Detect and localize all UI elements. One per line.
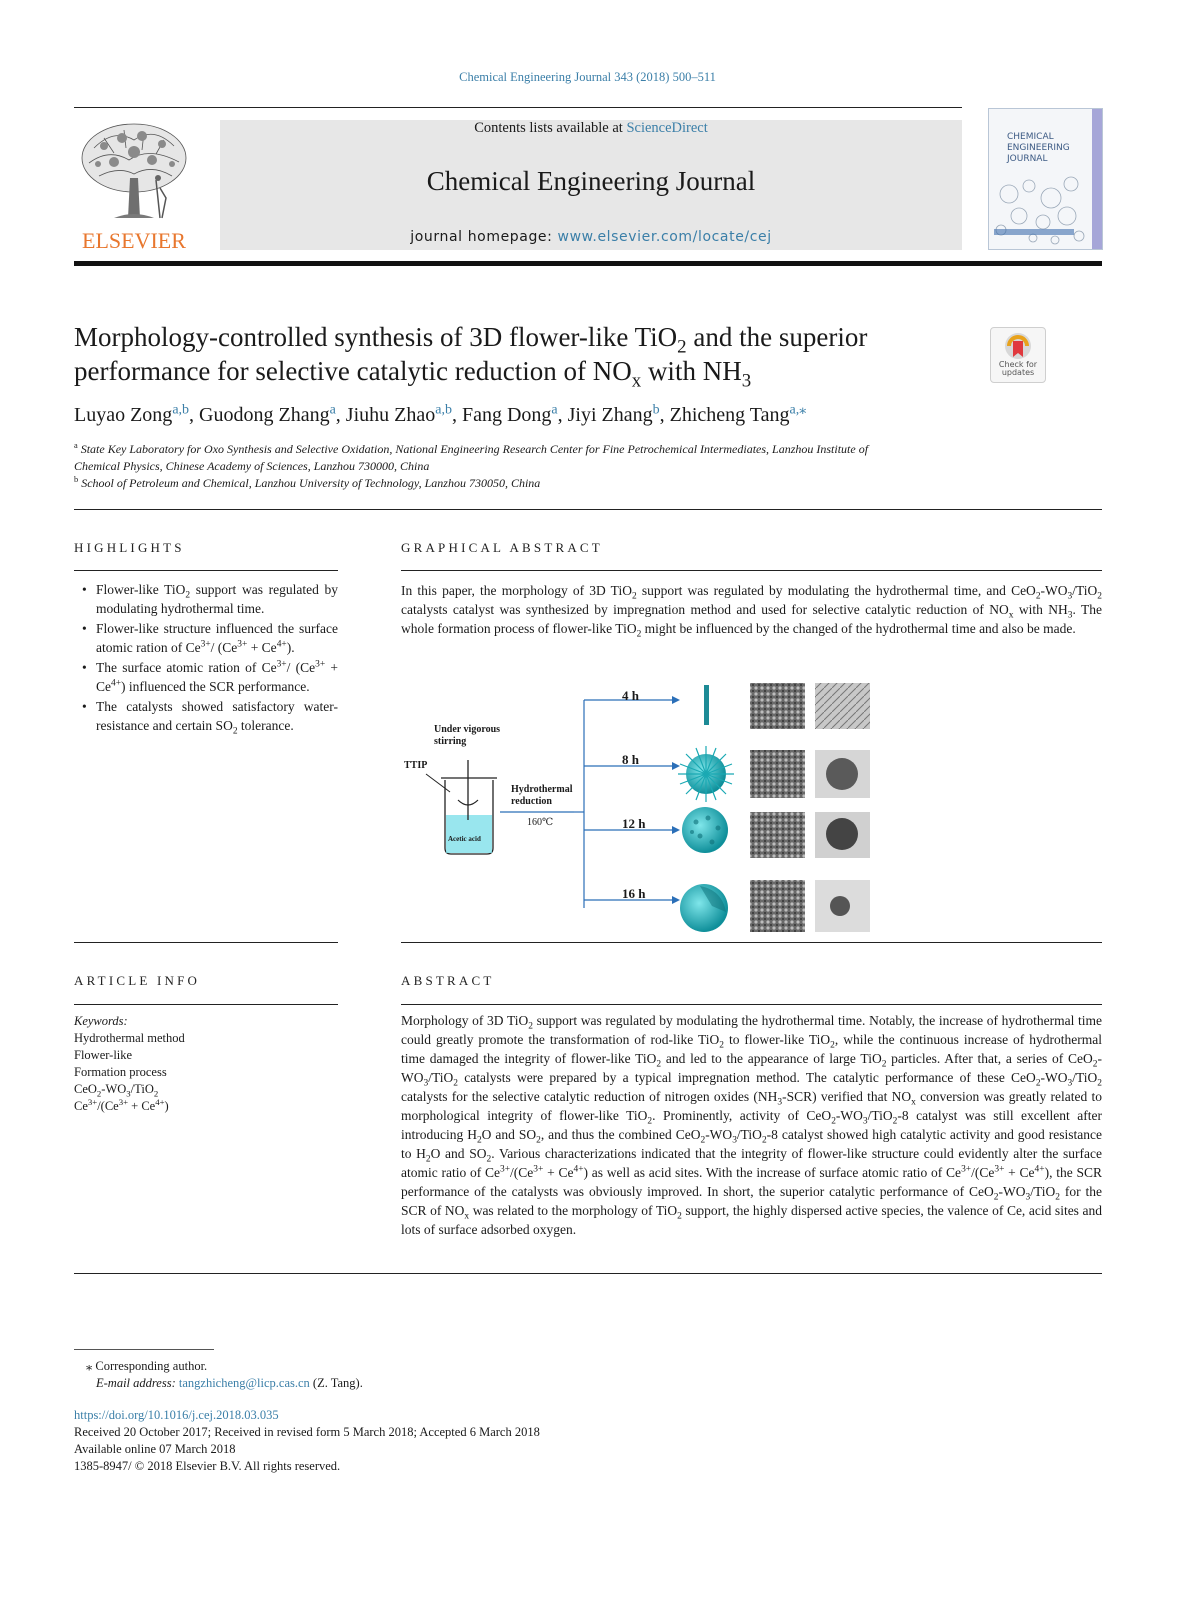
author-name: Fang Dong — [461, 404, 552, 426]
author-affiliation-mark[interactable]: a,⁎ — [789, 402, 807, 418]
elsevier-tree-icon — [74, 118, 194, 228]
stirring-label: Under vigorous stirring — [434, 724, 501, 747]
time-label-8h: 8 h — [622, 752, 639, 767]
cover-spine — [1092, 109, 1102, 249]
article-info-heading: ARTICLE INFO — [74, 973, 201, 988]
ttip-label: TTIP — [404, 760, 428, 771]
journal-banner — [220, 120, 962, 250]
cover-bubbles-icon — [989, 164, 1089, 250]
author-affiliation-mark[interactable]: b — [652, 402, 660, 418]
graphical-abstract-heading: GRAPHICAL ABSTRACT — [401, 540, 603, 555]
affiliation-a-cont: Chemical Physics, Chinese Academy of Sciences, Lanzhou 730000, China — [74, 459, 430, 473]
highlights-heading: HIGHLIGHTS — [74, 540, 185, 555]
keywords-block — [74, 1013, 338, 1115]
affiliation-rule — [74, 509, 1102, 510]
author-separator: , — [335, 404, 346, 426]
check-for-updates-button[interactable] — [990, 327, 1046, 383]
author-list — [74, 404, 1074, 427]
crossmark-icon — [1003, 331, 1033, 361]
journal-title: Chemical Engineering Journal — [426, 166, 756, 196]
received-dates: Received 20 October 2017; Received in revised form 5 March 2018; Accepted 6 March 2018 — [74, 1425, 540, 1439]
header-top-rule — [74, 107, 962, 108]
copyright: 1385-8947/ © 2018 Elsevier B.V. All rights reserved. — [74, 1459, 341, 1473]
affiliation-a: $^a$ State Key Laboratory for Oxo Synthesis and Selective Oxidation, National Engineering Research Center for Fine Petrochemical Intermediates, Lanzhou Institute of — [74, 441, 869, 456]
contents-line: Contents lists available at ScienceDirect — [474, 120, 708, 136]
flower-shape — [678, 746, 734, 802]
cover-title: CHEMICAL ENGINEERING JOURNAL — [1007, 132, 1070, 164]
sem-image-4h — [750, 683, 805, 729]
author-affiliation-mark[interactable]: a — [329, 402, 336, 418]
abstract-rule — [401, 1004, 1102, 1005]
author-name: Jiuhu Zhao — [345, 404, 436, 426]
article-title — [74, 320, 974, 392]
journal-cover — [988, 108, 1103, 250]
email-line: E-mail address: tangzhicheng@licp.cas.cn (Z. Tang). — [96, 1376, 363, 1390]
sem-image-8h — [750, 750, 805, 798]
email-link[interactable]: tangzhicheng@licp.cas.cn — [178, 1376, 310, 1390]
keyword: $Ce^{3+}/(Ce^{3+} + Ce^{4+})$ — [74, 1096, 169, 1113]
time-label-12h: 12 h — [622, 816, 646, 831]
sciencedirect-link[interactable]: ScienceDirect — [626, 120, 708, 136]
highlight-item: • The catalysts showed satisfactory water-resistance and certain $SO_2$ tolerance. — [82, 699, 338, 737]
highlight-item: • Flower-like structure influenced the surface atomic ration of $Ce^{3+}/$ $(Ce^{3+} + Ce^{4+})$. — [82, 621, 338, 655]
author-name: Guodong Zhang — [199, 404, 330, 426]
keyword: Hydrothermal method — [74, 1031, 185, 1045]
highlights-rule — [74, 570, 338, 571]
rod-shape — [704, 685, 709, 725]
keyword: Formation process — [74, 1065, 167, 1079]
abstract-heading: ABSTRACT — [401, 973, 495, 988]
article-info-rule — [74, 1004, 338, 1005]
acetic-acid-label: Acetic acid — [448, 835, 481, 843]
time-label-4h: 4 h — [622, 688, 639, 703]
graphical-abstract-rule — [401, 570, 1102, 571]
author-name: Luyao Zong — [74, 404, 173, 426]
elsevier-logo — [74, 118, 194, 253]
check-updates-label: Check for updates — [998, 360, 1038, 377]
publisher-name: ELSEVIER — [82, 228, 186, 253]
author-separator: , — [189, 404, 200, 426]
author-affiliation-mark[interactable]: a — [551, 402, 558, 418]
author-name: Zhicheng Tang — [669, 404, 790, 426]
author-affiliation-mark[interactable]: a,b — [435, 402, 452, 418]
doi-link[interactable]: https://doi.org/10.1016/j.cej.2018.03.035 — [74, 1408, 279, 1422]
corresponding-author-note: ⁎ Corresponding author. — [86, 1359, 208, 1373]
abstract-bottom-rule — [74, 1273, 1102, 1274]
header-thick-rule — [74, 261, 1102, 266]
graphical-abstract-text: In this paper, the morphology of 3D TiO$_2$ support was regulated by modulating the hydrothermal time, and $CeO_2-WO_3/TiO_2$ catalysts catalyst was synthesized by impregnation method and used for selective catalytic reduction of $NO_x$ with $NH_3$. The whole formation process of flower-like TiO$_2$ might be influenced by the changed of the hydrothermal time and also be made. — [401, 583, 1102, 640]
homepage-line: journal homepage: www.elsevier.com/locate/cej — [410, 229, 772, 245]
author-separator: , — [659, 404, 670, 426]
highlight-item: • The surface atomic ration of $Ce^{3+}/$ $(Ce^{3+} + Ce^{4+})$ influenced the SCR performance. — [82, 659, 338, 694]
author-separator: , — [557, 404, 568, 426]
tem-image-4h — [815, 683, 870, 729]
keyword: $CeO_2-WO_3/TiO_2$ — [74, 1082, 159, 1099]
sphere-shape-12h — [682, 807, 728, 853]
time-label-16h: 16 h — [622, 886, 646, 901]
author-name: Jiyi Zhang — [567, 404, 653, 426]
highlights-list — [74, 580, 338, 736]
author-affiliation-mark[interactable]: a,b — [172, 402, 190, 418]
highlights-bottom-rule — [74, 942, 338, 943]
footnote-rule — [74, 1349, 214, 1350]
affiliation-b: $^b$ School of Petroleum and Chemical, Lanzhou University of Technology, Lanzhou 730050, China — [74, 475, 541, 490]
title-line-1: Morphology-controlled synthesis of 3D flower-like TiO$_2$ and the superior — [74, 322, 868, 358]
temperature-label: 160℃ — [527, 817, 554, 828]
title-line-2: performance for selective catalytic reduction of $NO_x$ with $NH_3$ — [74, 356, 752, 392]
author-separator: , — [451, 404, 462, 426]
graphical-abstract-figure — [400, 680, 880, 940]
available-online: Available online 07 March 2018 — [74, 1442, 236, 1456]
affiliations — [74, 441, 1104, 492]
highlight-item: • Flower-like TiO$_2$ support was regulated by modulating hydrothermal time. — [82, 582, 338, 616]
sem-image-12h — [750, 812, 805, 858]
journal-reference[interactable]: Chemical Engineering Journal 343 (2018) 500–511 — [459, 70, 716, 84]
keywords-label: Keywords: — [74, 1014, 128, 1028]
graphical-abstract-bottom-rule — [401, 942, 1102, 943]
homepage-link[interactable]: www.elsevier.com/locate/cej — [557, 229, 772, 245]
abstract-text: Morphology of 3D TiO$_2$ support was regulated by modulating the hydrothermal time. Notably, the increase of hydrothermal time could greatly promote the transformation of rod-like TiO$_2$ to flower-like TiO$_2$, while the continuous increase of hydrothermal time damaged the integrity of flower-like TiO$_2$ and led to the appearance of large TiO$_2$ particles. After that, a series of $CeO_2-WO_3/TiO_2$ catalysts were prepared by a typical impregnation method. The catalytic performance of these $CeO_2-WO_3/TiO_2$ catalysts for the selective catalytic reduction of nitrogen oxides $(NH_3-SCR)$ verified that $NO_x$ conversion was greatly related to morphological integrity of flower-like TiO$_2$. Prominently, activity of $CeO_2-WO_3/TiO_2-8$ catalyst was still excellent after introducing $H_2O$ and $SO_2$, and thus the combined $CeO_2-WO_3/TiO_2-8$ catalyst showed high catalytic activity and good resistance to $H_2O$ and $SO_2$. Various characterizations indicated that the integrity of flower-like structure could evidently alter the surface atomic ratio of $Ce^{3+}/(Ce^{3+} + Ce^{4+})$ as well as acid sites. With the increase of surface atomic ratio of $Ce^{3+}/(Ce^{3+} + Ce^{4+})$, the SCR performance of the catalysts was obviously improved. In short, the superior catalytic performance of $CeO_2-WO_3/TiO_2$ for the SCR of $NO_x$ was related to the morphology of TiO$_2$ support, the highly dispersed active species, the valence of Ce, acid sites and lots of surface adsorbed oxygen. — [401, 1013, 1103, 1237]
sem-image-16h — [750, 880, 805, 932]
hydrothermal-label: Hydrothermal reduction — [511, 784, 573, 807]
keyword: Flower-like — [74, 1048, 133, 1062]
